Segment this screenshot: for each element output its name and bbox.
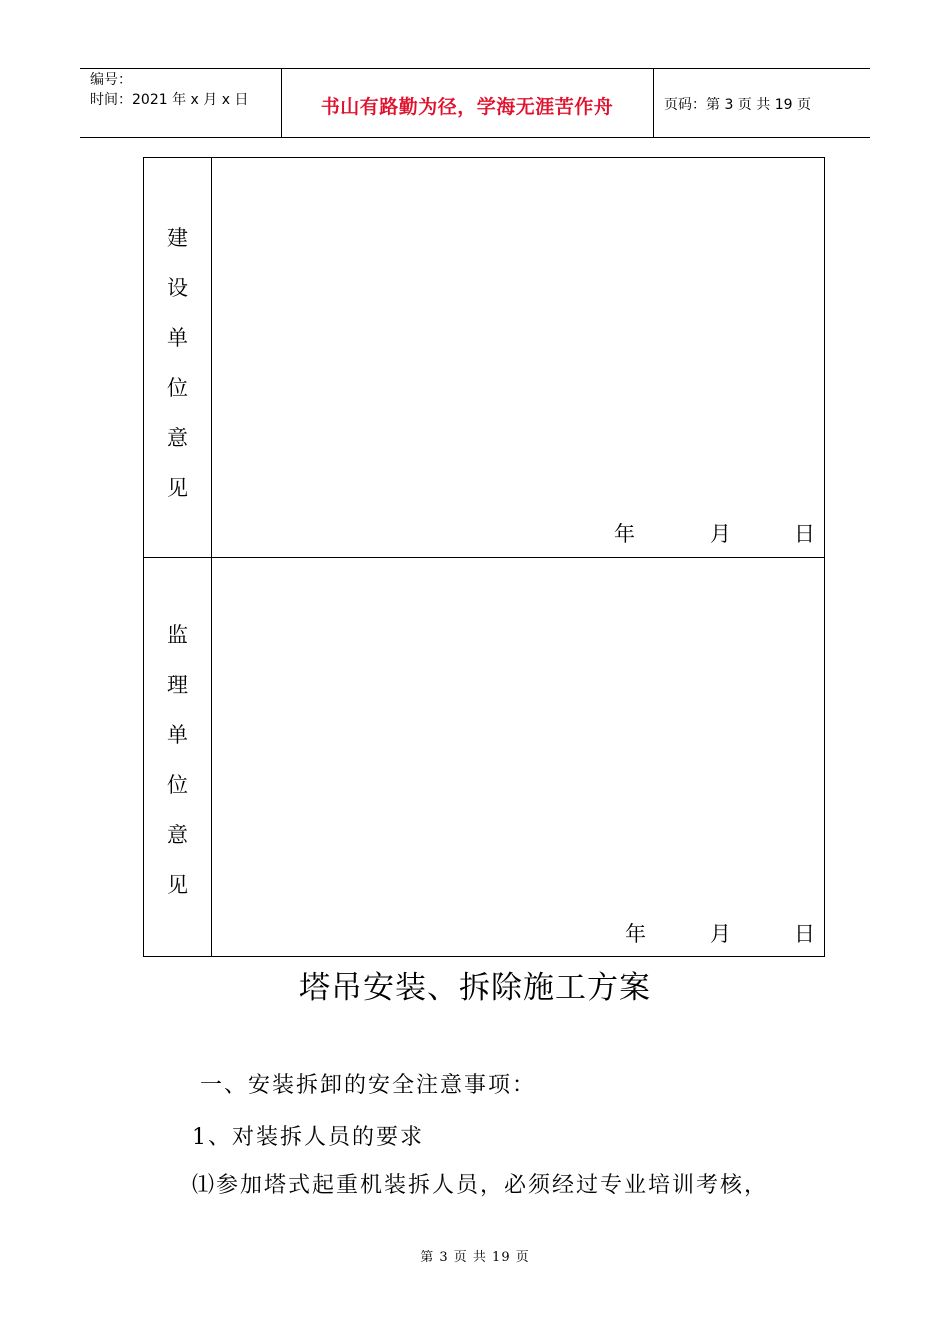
date-day: 日: [794, 522, 815, 546]
table-row-supervision-opinion: [144, 558, 824, 956]
page-footer: 第 3 页 共 19 页: [420, 1250, 530, 1265]
date-year: 年: [625, 922, 646, 946]
page-header: [80, 68, 870, 138]
label-char: 见: [167, 476, 188, 500]
document-title: 塔吊安装、拆除施工方案: [299, 970, 651, 1006]
label-char: 意: [167, 426, 188, 450]
subsection-heading: 1、对装拆人员的要求: [192, 1125, 424, 1150]
opinion-table: [143, 157, 825, 957]
vertical-label: [144, 213, 211, 513]
header-info-cell: [80, 69, 282, 137]
time-label: 时间：2021 年 x 月 x 日: [90, 92, 249, 108]
row-label-cell: [144, 558, 212, 956]
label-char: 建: [167, 226, 188, 250]
label-char: 单: [167, 723, 188, 747]
date-month: 月: [710, 522, 731, 546]
header-page-info: 页码：第 3 页 共 19 页: [664, 97, 811, 113]
date-year: 年: [614, 522, 635, 546]
label-char: 意: [167, 823, 188, 847]
label-char: 见: [167, 873, 188, 897]
header-motto-cell: [281, 69, 654, 137]
vertical-label: [144, 610, 211, 910]
label-char: 位: [167, 376, 188, 400]
table-row-construction-opinion: [144, 158, 824, 558]
section-heading: 一、安装拆卸的安全注意事项：: [200, 1073, 537, 1098]
label-char: 单: [167, 326, 188, 350]
body-paragraph: ⑴参加塔式起重机装拆人员，必须经过专业培训考核，: [192, 1173, 769, 1198]
date-month: 月: [710, 922, 731, 946]
header-page-cell: [654, 69, 870, 137]
number-label: 编号：: [90, 72, 132, 88]
label-char: 设: [167, 276, 188, 300]
label-char: 监: [167, 623, 188, 647]
date-day: 日: [794, 922, 815, 946]
label-char: 理: [167, 673, 188, 697]
row-label-cell: [144, 158, 212, 557]
label-char: 位: [167, 773, 188, 797]
motto-text: 书山有路勤为径，学海无涯苦作舟: [320, 96, 614, 118]
